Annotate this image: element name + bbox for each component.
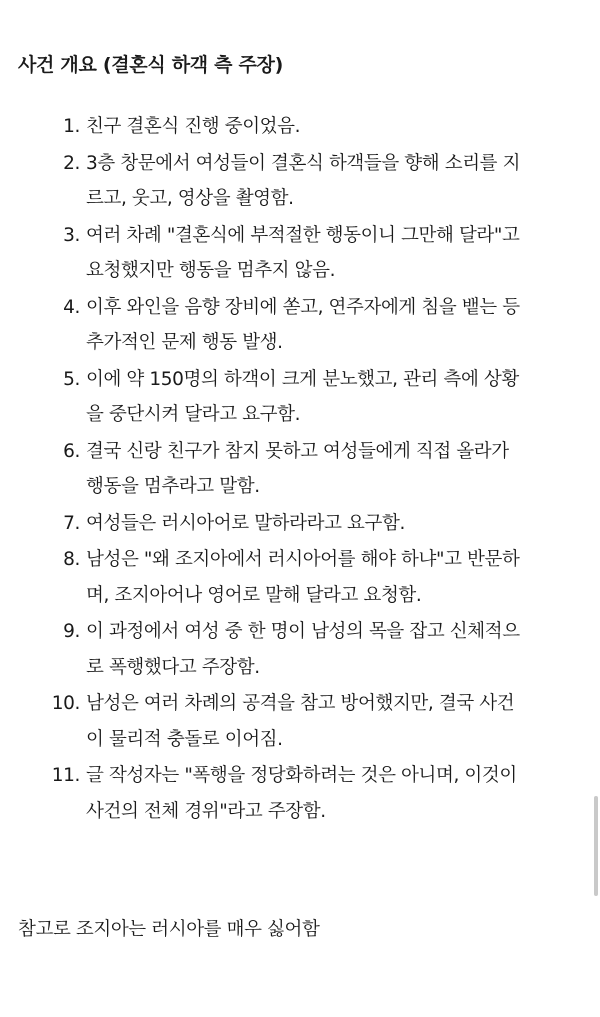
list-item-number: 8. <box>63 549 80 570</box>
list-item-number: 9. <box>63 621 80 642</box>
list-item-text <box>86 290 586 361</box>
list-item-text <box>86 758 586 829</box>
page-title: 사건 개요 (결혼식 하객 측 주장) <box>18 54 283 76</box>
list-item-line: 사건의 전체 경위"라고 주장함. <box>86 800 326 822</box>
list-item-text <box>86 146 586 217</box>
list-item-line: 남성은 여러 차례의 공격을 참고 방어했지만, 결국 사건 <box>86 693 515 714</box>
list-item-number: 5. <box>63 368 80 390</box>
list-item-text <box>86 109 586 145</box>
list-item-line: 이 물리적 충돌로 이어짐. <box>86 728 283 750</box>
list-item-number: 4. <box>63 296 80 318</box>
list-item <box>0 109 600 145</box>
list-item-number: 7. <box>63 512 80 534</box>
list-item <box>0 362 600 433</box>
event-list <box>0 109 600 830</box>
list-item <box>0 686 600 757</box>
list-item-number: 3. <box>63 224 80 246</box>
list-item-line: 친구 결혼식 진행 중이었음. <box>86 116 301 137</box>
list-item-line: 며, 조지아어나 영어로 말해 달라고 요청함. <box>86 584 422 606</box>
list-item-text <box>86 218 586 289</box>
list-item-number: 10. <box>51 693 80 714</box>
list-item-number: 6. <box>63 440 80 462</box>
list-item-number: 11. <box>51 765 80 786</box>
list-item-line: 여성들은 러시아어로 말하라라고 요구함. <box>86 512 405 534</box>
list-item-line: 요청했지만 행동을 멈추지 않음. <box>86 260 336 281</box>
list-item-text <box>86 434 586 505</box>
list-item <box>0 758 600 829</box>
list-item-line: 행동을 멈추라고 말함. <box>86 476 260 497</box>
list-item-number: 1. <box>63 116 80 137</box>
list-item-text <box>86 362 586 433</box>
list-item-line: 남성은 "왜 조지아에서 러시아어를 해야 하냐"고 반문하 <box>86 549 520 570</box>
list-item-line: 이에 약 150명의 하객이 크게 분노했고, 관리 측에 상황 <box>86 368 519 390</box>
list-item <box>0 218 600 289</box>
list-item-line: 추가적인 문제 행동 발생. <box>86 332 283 353</box>
list-item-line: 을 중단시켜 달라고 요구함. <box>86 404 301 425</box>
list-item-line: 르고, 웃고, 영상을 촬영함. <box>86 188 294 209</box>
list-item-text <box>86 686 586 757</box>
list-item <box>0 290 600 361</box>
footnote: 참고로 조지아는 러시아를 매우 싫어함 <box>18 919 320 940</box>
list-item <box>0 434 600 505</box>
list-item-text <box>86 614 586 685</box>
list-item-line: 글 작성자는 "폭행을 정당화하려는 것은 아니며, 이것이 <box>86 765 517 786</box>
scrollbar[interactable] <box>594 796 598 896</box>
list-item-line: 결국 신랑 친구가 참지 못하고 여성들에게 직접 올라가 <box>86 440 509 462</box>
list-item <box>0 542 600 613</box>
list-item-text <box>86 506 586 542</box>
list-item <box>0 146 600 217</box>
list-item-number: 2. <box>63 152 80 174</box>
list-item-line: 3층 창문에서 여성들이 결혼식 하객들을 향해 소리를 지 <box>86 152 521 174</box>
list-item-text <box>86 542 586 613</box>
list-item <box>0 506 600 542</box>
list-item-line: 이후 와인을 음향 장비에 쏟고, 연주자에게 침을 뱉는 등 <box>86 296 520 318</box>
list-item <box>0 614 600 685</box>
list-item-line: 로 폭행했다고 주장함. <box>86 656 260 678</box>
list-item-line: 여러 차례 "결혼식에 부적절한 행동이니 그만해 달라"고 <box>86 224 520 246</box>
list-item-line: 이 과정에서 여성 중 한 명이 남성의 목을 잡고 신체적으 <box>86 621 520 642</box>
